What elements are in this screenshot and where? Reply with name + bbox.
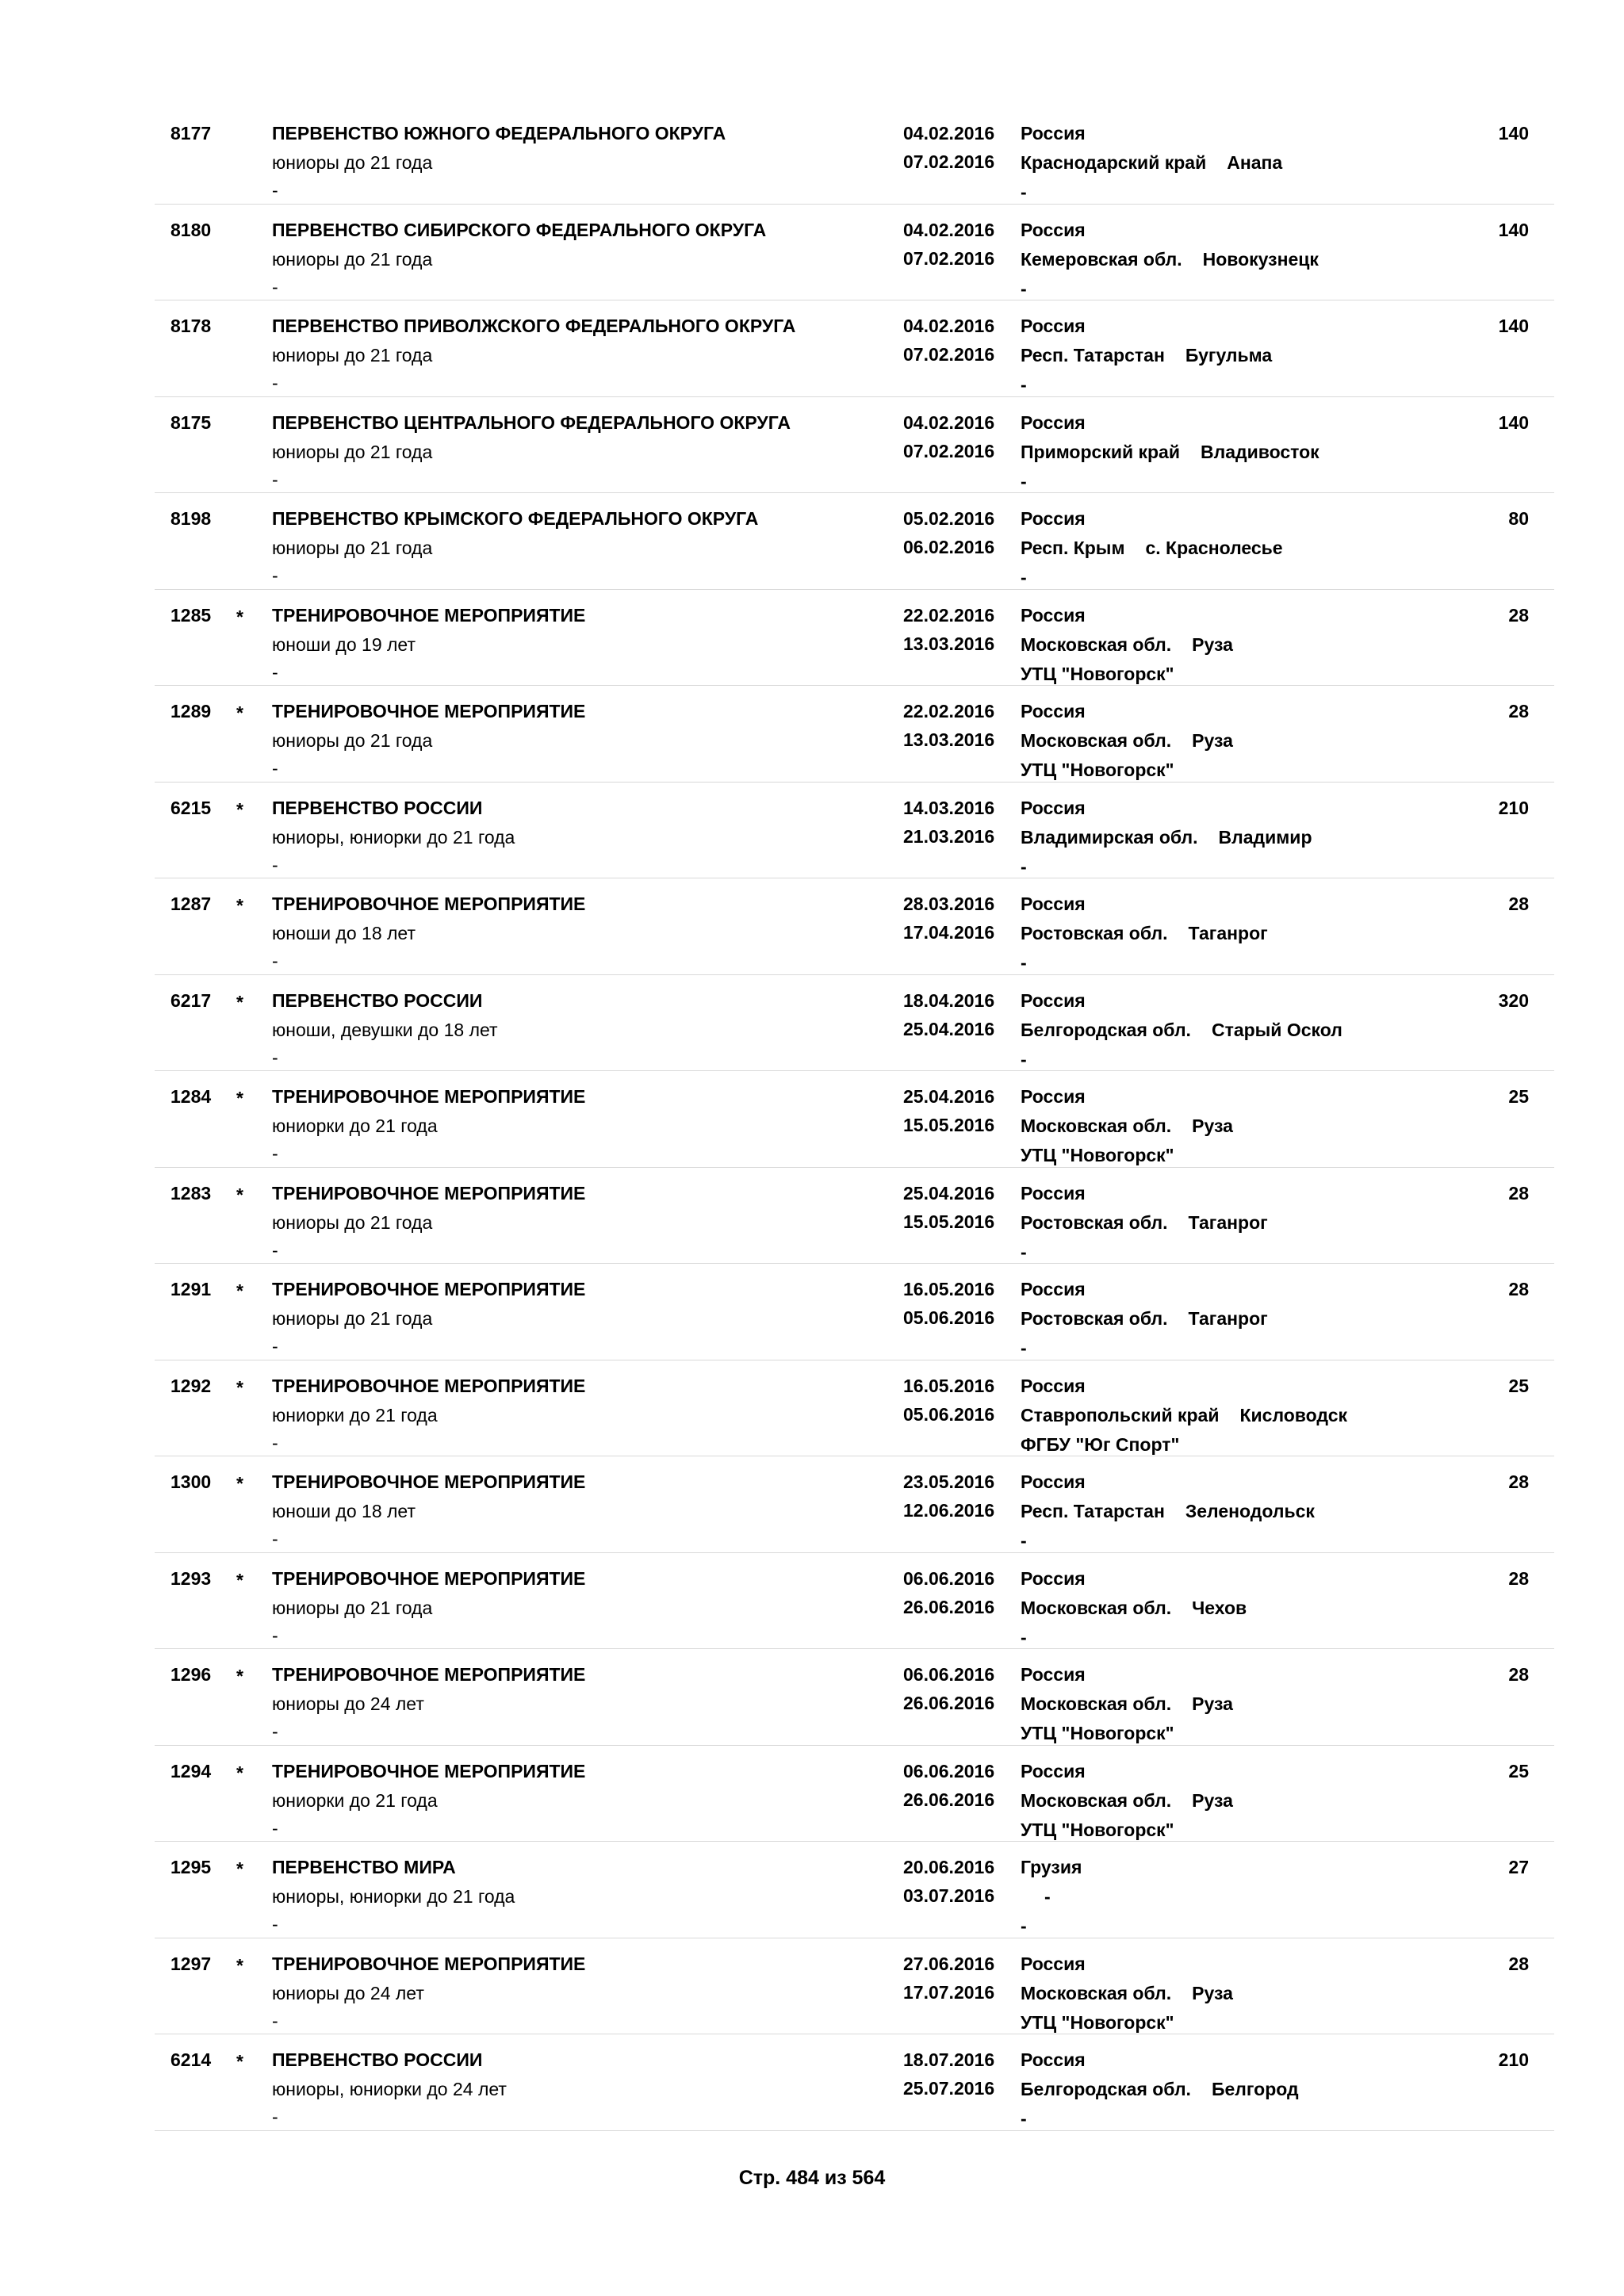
- event-note: -: [272, 1914, 278, 1934]
- event-participants: 140: [1498, 123, 1529, 144]
- event-row: [155, 1842, 1554, 1938]
- event-location: [1021, 2075, 1299, 2104]
- event-end-date: 15.05.2016: [903, 1115, 995, 1135]
- event-participants: 28: [1508, 894, 1529, 914]
- event-star-mark: *: [236, 1088, 243, 1108]
- event-participants: 210: [1498, 797, 1529, 818]
- event-location: [1021, 1786, 1233, 1816]
- event-participants: 140: [1498, 219, 1529, 240]
- event-start-date: 28.03.2016: [903, 894, 995, 914]
- event-end-date: 17.07.2016: [903, 1981, 995, 2003]
- event-title: ПЕРВЕНСТВО ЮЖНОГО ФЕДЕРАЛЬНОГО ОКРУГА: [272, 123, 726, 144]
- event-start-date: 20.06.2016: [903, 1857, 995, 1877]
- event-country: Россия: [1021, 1279, 1086, 1299]
- event-age-group: юниоры, юниорки до 21 года: [272, 826, 515, 848]
- event-country: Россия: [1021, 411, 1086, 433]
- event-start-date: 18.04.2016: [903, 989, 995, 1011]
- event-title: ПЕРВЕНСТВО ПРИВОЛЖСКОГО ФЕДЕРАЛЬНОГО ОКРУГА: [272, 316, 796, 336]
- event-end-date: 26.06.2016: [903, 1789, 995, 1810]
- event-start-date: 22.02.2016: [903, 604, 995, 626]
- event-venue: -: [1021, 1915, 1027, 1936]
- event-participants: 210: [1498, 2049, 1529, 2070]
- event-star-mark: *: [236, 1376, 243, 1398]
- event-end-date: 06.02.2016: [903, 537, 995, 557]
- event-country: Россия: [1021, 1664, 1086, 1685]
- event-row: [155, 590, 1554, 687]
- event-participants: 28: [1508, 1182, 1529, 1203]
- event-row: [155, 686, 1554, 783]
- event-city: Владивосток: [1201, 441, 1320, 462]
- event-number: 1296: [170, 1664, 212, 1685]
- event-location: [1021, 1112, 1233, 1141]
- event-number: 8198: [170, 508, 212, 529]
- event-venue: -: [1021, 1530, 1027, 1551]
- event-number: 1284: [170, 1086, 212, 1107]
- event-number: 8180: [170, 219, 212, 240]
- event-number: 1287: [170, 894, 212, 914]
- event-participants: 28: [1508, 1279, 1529, 1299]
- event-venue: ФГБУ "Юг Спорт": [1021, 1433, 1180, 1455]
- event-country: Россия: [1021, 1760, 1086, 1781]
- event-start-date: 14.03.2016: [903, 797, 995, 818]
- event-participants: 28: [1508, 701, 1529, 721]
- event-number: 1291: [170, 1279, 212, 1299]
- event-region: Московская обл.: [1021, 1115, 1172, 1136]
- event-title: ПЕРВЕНСТВО РОССИИ: [272, 797, 483, 818]
- event-note: -: [272, 1239, 278, 1261]
- event-note: -: [272, 469, 278, 490]
- event-number: 8178: [170, 316, 212, 336]
- event-end-date: 07.02.2016: [903, 344, 995, 365]
- event-city: с. Краснолесье: [1145, 538, 1283, 558]
- event-venue: УТЦ "Новогорск": [1021, 663, 1174, 684]
- event-note: -: [272, 2107, 278, 2127]
- event-age-group: юниоры до 21 года: [272, 345, 433, 365]
- event-country: Россия: [1021, 797, 1086, 818]
- event-age-group: юноши до 18 лет: [272, 1501, 416, 1521]
- event-number: 1293: [170, 1567, 212, 1589]
- event-participants: 28: [1508, 1953, 1529, 1974]
- event-end-date: 13.03.2016: [903, 729, 995, 750]
- event-star-mark: *: [236, 1666, 243, 1686]
- event-location: [1021, 148, 1282, 178]
- event-venue: УТЦ "Новогорск": [1021, 2011, 1174, 2033]
- event-age-group: юниоры до 21 года: [272, 1597, 433, 1618]
- event-note: -: [272, 276, 278, 297]
- event-note: -: [272, 1047, 278, 1068]
- event-venue: -: [1021, 374, 1027, 395]
- event-title: ТРЕНИРОВОЧНОЕ МЕРОПРИЯТИЕ: [272, 1375, 586, 1396]
- event-age-group: юниоры до 21 года: [272, 441, 433, 462]
- event-start-date: 16.05.2016: [903, 1375, 995, 1396]
- event-title: ПЕРВЕНСТВО РОССИИ: [272, 989, 483, 1011]
- event-country: Россия: [1021, 701, 1086, 721]
- event-row: [155, 1553, 1554, 1650]
- event-number: 6217: [170, 989, 212, 1011]
- event-start-date: 25.04.2016: [903, 1086, 995, 1107]
- event-end-date: 12.06.2016: [903, 1500, 995, 1521]
- event-star-mark: *: [236, 1473, 243, 1494]
- event-note: -: [272, 951, 278, 971]
- event-note: -: [272, 1721, 278, 1742]
- page-number: Стр. 484 из 564: [738, 2167, 886, 2189]
- event-star-mark: *: [236, 1569, 243, 1590]
- event-city: Таганрог: [1188, 923, 1268, 943]
- event-start-date: 18.07.2016: [903, 2049, 995, 2070]
- event-country: Россия: [1021, 2049, 1086, 2070]
- event-row: [155, 1649, 1554, 1746]
- event-star-mark: *: [236, 1280, 243, 1301]
- event-age-group: юноши, девушки до 18 лет: [272, 1019, 498, 1040]
- event-venue: -: [1021, 470, 1027, 492]
- event-country: Россия: [1021, 1086, 1086, 1107]
- event-age-group: юниорки до 21 года: [272, 1789, 438, 1811]
- event-title: ТРЕНИРОВОЧНОЕ МЕРОПРИЯТИЕ: [272, 1471, 586, 1492]
- event-number: 6215: [170, 797, 212, 818]
- event-start-date: 04.02.2016: [903, 316, 995, 336]
- event-note: -: [272, 1817, 278, 1839]
- event-number: 1283: [170, 1182, 212, 1203]
- event-number: 1294: [170, 1760, 212, 1781]
- event-star-mark: *: [236, 895, 243, 916]
- event-start-date: 06.06.2016: [903, 1567, 995, 1589]
- event-location: [1021, 1594, 1247, 1623]
- event-age-group: юниоры до 21 года: [272, 1308, 433, 1329]
- event-age-group: юноши до 18 лет: [272, 923, 416, 943]
- event-age-group: юноши до 19 лет: [272, 633, 416, 655]
- event-venue: УТЦ "Новогорск": [1021, 1723, 1174, 1743]
- event-location: [1021, 726, 1233, 756]
- event-venue: -: [1021, 1048, 1027, 1070]
- event-end-date: 07.02.2016: [903, 440, 995, 461]
- event-participants: 25: [1508, 1760, 1529, 1781]
- event-city: Новокузнецк: [1202, 248, 1319, 270]
- event-participants: 28: [1508, 604, 1529, 626]
- event-number: 1297: [170, 1953, 212, 1974]
- event-city: Таганрог: [1188, 1211, 1268, 1233]
- event-country: Россия: [1021, 316, 1086, 336]
- event-venue: УТЦ "Новогорск": [1021, 1145, 1174, 1165]
- event-city: Анапа: [1227, 152, 1283, 173]
- event-row: [155, 300, 1554, 397]
- event-region: Московская обл.: [1021, 1597, 1172, 1618]
- event-star-mark: *: [236, 702, 243, 723]
- event-end-date: 13.03.2016: [903, 633, 995, 654]
- event-end-date: 21.03.2016: [903, 825, 995, 847]
- event-participants: 28: [1508, 1664, 1529, 1685]
- event-start-date: 06.06.2016: [903, 1760, 995, 1781]
- event-number: 1289: [170, 701, 212, 721]
- event-start-date: 05.02.2016: [903, 508, 995, 529]
- event-note: -: [272, 1432, 278, 1453]
- event-region: Респ. Татарстан: [1021, 345, 1165, 365]
- event-city: Белгород: [1211, 2079, 1299, 2099]
- event-number: 1292: [170, 1375, 212, 1396]
- event-note: -: [272, 1624, 278, 1646]
- event-title: ПЕРВЕНСТВО МИРА: [272, 1857, 456, 1877]
- event-participants: 320: [1498, 989, 1529, 1011]
- event-title: ПЕРВЕНСТВО СИБИРСКОГО ФЕДЕРАЛЬНОГО ОКРУГА: [272, 219, 767, 240]
- event-region: Ростовская обл.: [1021, 1211, 1168, 1233]
- event-title: ТРЕНИРОВОЧНОЕ МЕРОПРИЯТИЕ: [272, 1760, 586, 1781]
- event-star-mark: *: [236, 1762, 243, 1783]
- event-title: ПЕРВЕНСТВО РОССИИ: [272, 2049, 483, 2070]
- event-title: ТРЕНИРОВОЧНОЕ МЕРОПРИЯТИЕ: [272, 1953, 586, 1974]
- event-city: Руза: [1192, 1115, 1233, 1136]
- event-title: ТРЕНИРОВОЧНОЕ МЕРОПРИЯТИЕ: [272, 1664, 586, 1685]
- event-location: [1021, 341, 1272, 370]
- event-age-group: юниорки до 21 года: [272, 1404, 438, 1425]
- event-country: Россия: [1021, 894, 1086, 914]
- event-end-date: 05.06.2016: [903, 1403, 995, 1425]
- event-end-date: 26.06.2016: [903, 1693, 995, 1713]
- event-star-mark: *: [236, 1184, 243, 1205]
- events-list: [155, 108, 1554, 2131]
- event-participants: 140: [1498, 411, 1529, 433]
- event-star-mark: *: [236, 1858, 243, 1879]
- event-participants: 140: [1498, 316, 1529, 336]
- event-start-date: 23.05.2016: [903, 1471, 995, 1492]
- event-region: Приморский край: [1021, 441, 1180, 462]
- event-country: Россия: [1021, 1471, 1086, 1492]
- event-region: Кемеровская обл.: [1021, 248, 1182, 270]
- event-end-date: 26.06.2016: [903, 1596, 995, 1617]
- event-end-date: 15.05.2016: [903, 1211, 995, 1232]
- event-end-date: 17.04.2016: [903, 922, 995, 943]
- event-participants: 25: [1508, 1375, 1529, 1396]
- event-venue: -: [1021, 1241, 1027, 1262]
- event-country: Россия: [1021, 1953, 1086, 1974]
- event-end-date: 05.06.2016: [903, 1307, 995, 1328]
- event-start-date: 25.04.2016: [903, 1182, 995, 1203]
- event-note: -: [272, 854, 278, 875]
- event-row: [155, 1264, 1554, 1360]
- event-end-date: 25.04.2016: [903, 1018, 995, 1039]
- event-title: ТРЕНИРОВОЧНОЕ МЕРОПРИЯТИЕ: [272, 1567, 586, 1589]
- event-country: Россия: [1021, 1567, 1086, 1589]
- event-participants: 27: [1508, 1857, 1529, 1877]
- event-location: [1021, 823, 1312, 852]
- event-number: 8177: [170, 123, 212, 144]
- event-city: Старый Оскол: [1211, 1019, 1342, 1040]
- event-location: [1021, 438, 1320, 467]
- event-star-mark: *: [236, 606, 243, 627]
- event-end-date: 07.02.2016: [903, 151, 995, 172]
- event-number: 1300: [170, 1471, 212, 1492]
- event-participants: 80: [1508, 508, 1529, 529]
- event-location: [1021, 245, 1319, 274]
- event-venue: -: [1021, 952, 1027, 973]
- event-age-group: юниорки до 21 года: [272, 1115, 438, 1136]
- event-start-date: 16.05.2016: [903, 1279, 995, 1299]
- event-row: [155, 205, 1554, 301]
- event-city: Кисловодск: [1239, 1404, 1347, 1425]
- event-participants: 28: [1508, 1471, 1529, 1492]
- event-note: -: [272, 373, 278, 393]
- event-region: Московская обл.: [1021, 633, 1172, 655]
- event-star-mark: *: [236, 991, 243, 1012]
- event-location: [1021, 534, 1283, 563]
- event-city: Владимир: [1218, 826, 1312, 848]
- event-title: ТРЕНИРОВОЧНОЕ МЕРОПРИЯТИЕ: [272, 1279, 586, 1299]
- event-start-date: 06.06.2016: [903, 1664, 995, 1685]
- event-participants: 28: [1508, 1567, 1529, 1589]
- event-location: [1021, 1016, 1342, 1045]
- event-row: [155, 1168, 1554, 1265]
- event-city: Таганрог: [1188, 1308, 1268, 1329]
- event-row: [155, 493, 1554, 590]
- event-number: 1295: [170, 1857, 212, 1877]
- event-region: Владимирская обл.: [1021, 826, 1198, 848]
- event-row: [155, 1746, 1554, 1843]
- event-age-group: юниоры до 21 года: [272, 730, 433, 751]
- event-note: -: [272, 565, 278, 586]
- event-row: [155, 975, 1554, 1072]
- event-title: ПЕРВЕНСТВО КРЫМСКОГО ФЕДЕРАЛЬНОГО ОКРУГА: [272, 508, 759, 529]
- event-row: [155, 397, 1554, 494]
- event-location: [1021, 1401, 1347, 1430]
- event-city: Чехов: [1192, 1597, 1247, 1618]
- event-number: 8175: [170, 411, 212, 433]
- event-number: 1285: [170, 604, 212, 626]
- event-venue: -: [1021, 1626, 1027, 1647]
- event-title: ТРЕНИРОВОЧНОЕ МЕРОПРИЯТИЕ: [272, 604, 586, 626]
- event-country: Россия: [1021, 989, 1086, 1011]
- event-start-date: 04.02.2016: [903, 411, 995, 433]
- event-title: ТРЕНИРОВОЧНОЕ МЕРОПРИЯТИЕ: [272, 1182, 586, 1203]
- event-row: [155, 1456, 1554, 1553]
- event-city: Руза: [1192, 1693, 1233, 1714]
- event-region: Ростовская обл.: [1021, 923, 1168, 943]
- event-location: [1021, 1497, 1315, 1526]
- event-note: -: [272, 661, 278, 683]
- event-row: [155, 108, 1554, 205]
- event-region: Ставропольский край: [1021, 1404, 1220, 1425]
- event-location: [1021, 1208, 1268, 1238]
- event-note: -: [272, 1143, 278, 1164]
- event-start-date: 27.06.2016: [903, 1953, 995, 1974]
- event-row: [155, 2034, 1554, 2131]
- event-location: [1021, 1882, 1051, 1911]
- event-start-date: 22.02.2016: [903, 701, 995, 721]
- event-venue: УТЦ "Новогорск": [1021, 760, 1174, 780]
- event-title: ПЕРВЕНСТВО ЦЕНТРАЛЬНОГО ФЕДЕРАЛЬНОГО ОКРУГА: [272, 411, 791, 433]
- event-venue: -: [1021, 1337, 1027, 1358]
- event-note: -: [272, 180, 278, 201]
- event-location: [1021, 1689, 1233, 1719]
- event-end-date: 03.07.2016: [903, 1885, 995, 1906]
- event-city: -: [1044, 1886, 1051, 1907]
- event-row: [155, 1938, 1554, 2035]
- event-number: 6214: [170, 2049, 212, 2070]
- event-star-mark: *: [236, 798, 243, 820]
- event-city: Бугульма: [1185, 345, 1273, 365]
- event-location: [1021, 1979, 1233, 2008]
- event-venue: -: [1021, 855, 1027, 877]
- event-venue: УТЦ "Новогорск": [1021, 1819, 1174, 1840]
- event-participants: 25: [1508, 1086, 1529, 1107]
- event-venue: -: [1021, 277, 1027, 299]
- event-title: ТРЕНИРОВОЧНОЕ МЕРОПРИЯТИЕ: [272, 894, 586, 914]
- event-start-date: 04.02.2016: [903, 219, 995, 240]
- event-region: Белгородская обл.: [1021, 2079, 1191, 2099]
- event-region: Московская обл.: [1021, 730, 1172, 751]
- event-age-group: юниоры до 24 лет: [272, 1982, 424, 2003]
- event-row: [155, 1071, 1554, 1168]
- event-age-group: юниоры до 21 года: [272, 248, 433, 270]
- event-row: [155, 783, 1554, 879]
- event-region: Респ. Татарстан: [1021, 1501, 1165, 1521]
- event-venue: -: [1021, 567, 1027, 587]
- event-country: Россия: [1021, 219, 1086, 240]
- event-row: [155, 878, 1554, 975]
- event-region: Ростовская обл.: [1021, 1308, 1168, 1329]
- event-title: ТРЕНИРОВОЧНОЕ МЕРОПРИЯТИЕ: [272, 701, 586, 721]
- event-country: Россия: [1021, 604, 1086, 626]
- event-city: Руза: [1192, 730, 1233, 751]
- event-note: -: [272, 758, 278, 779]
- event-city: Руза: [1192, 1982, 1233, 2003]
- event-age-group: юниоры до 21 года: [272, 152, 433, 173]
- event-country: Россия: [1021, 1182, 1086, 1203]
- event-end-date: 07.02.2016: [903, 247, 995, 269]
- event-country: Россия: [1021, 508, 1086, 529]
- event-age-group: юниоры до 21 года: [272, 1211, 433, 1233]
- event-age-group: юниоры, юниорки до 21 года: [272, 1886, 515, 1907]
- event-country: Россия: [1021, 123, 1086, 144]
- event-star-mark: *: [236, 1954, 243, 1976]
- event-age-group: юниоры, юниорки до 24 лет: [272, 2079, 507, 2099]
- event-end-date: 25.07.2016: [903, 2078, 995, 2099]
- event-title: ТРЕНИРОВОЧНОЕ МЕРОПРИЯТИЕ: [272, 1086, 586, 1107]
- event-venue: -: [1021, 182, 1027, 202]
- event-note: -: [272, 2010, 278, 2031]
- event-location: [1021, 630, 1233, 660]
- event-age-group: юниоры до 21 года: [272, 538, 433, 558]
- event-city: Руза: [1192, 633, 1233, 655]
- event-region: Белгородская обл.: [1021, 1019, 1191, 1040]
- event-note: -: [272, 1336, 278, 1357]
- event-region: Московская обл.: [1021, 1982, 1172, 2003]
- event-region: Респ. Крым: [1021, 538, 1125, 558]
- event-location: [1021, 1304, 1268, 1334]
- event-age-group: юниоры до 24 лет: [272, 1693, 424, 1714]
- event-city: Руза: [1192, 1789, 1233, 1811]
- event-region: Московская обл.: [1021, 1789, 1172, 1811]
- event-start-date: 04.02.2016: [903, 123, 995, 144]
- event-country: Грузия: [1021, 1857, 1082, 1877]
- event-row: [155, 1360, 1554, 1457]
- event-region: Московская обл.: [1021, 1693, 1172, 1714]
- event-note: -: [272, 1529, 278, 1549]
- event-region: Краснодарский край: [1021, 152, 1207, 173]
- event-star-mark: *: [236, 2051, 243, 2072]
- event-location: [1021, 919, 1268, 948]
- event-country: Россия: [1021, 1375, 1086, 1396]
- event-city: Зеленодольск: [1185, 1501, 1315, 1521]
- event-venue: -: [1021, 2108, 1027, 2129]
